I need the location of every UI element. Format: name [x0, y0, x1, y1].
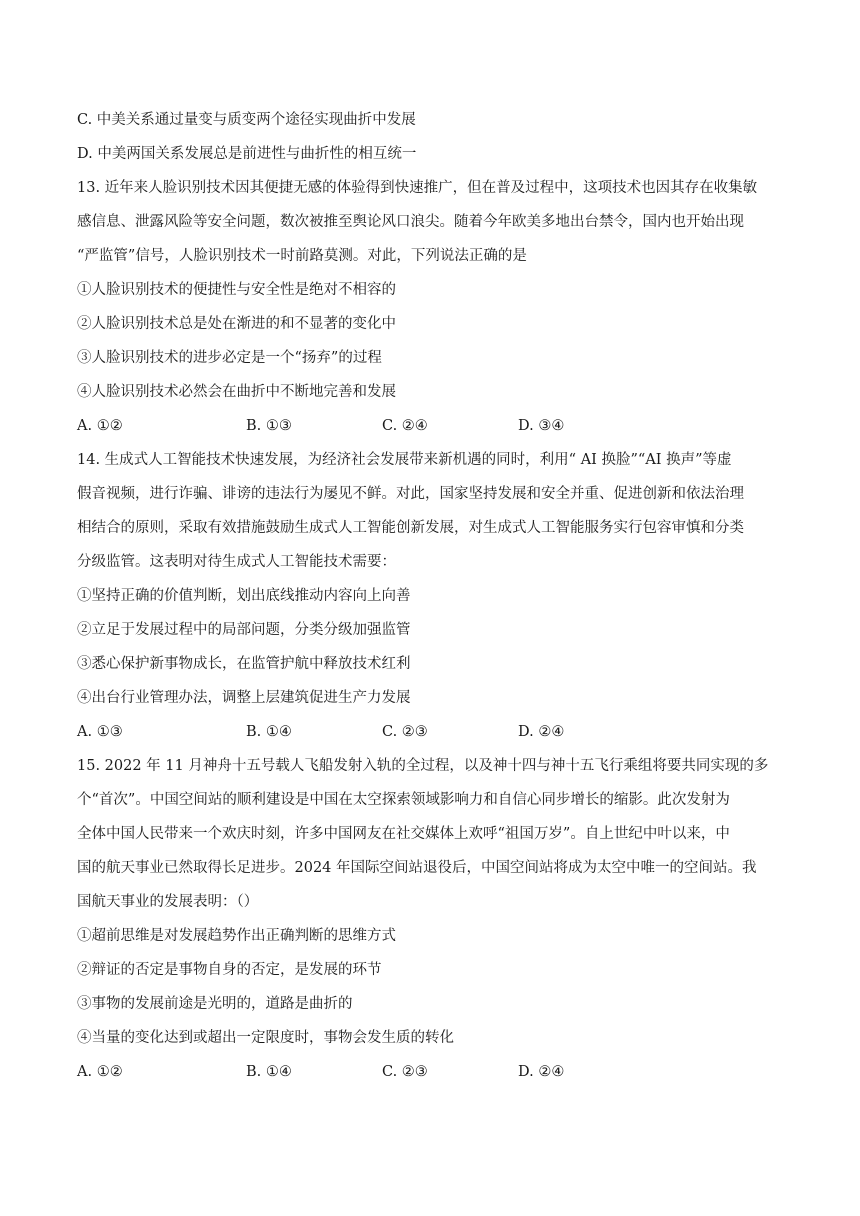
q14-choice-c: C. ②③ [382, 724, 428, 740]
q13-stem-line-3: “严监管”信号，人脸识别技术一时前路莫测。对此，下列说法正确的是 [77, 248, 527, 264]
q14-stem-line-3: 相结合的原则，采取有效措施鼓励生成式人工智能创新发展，对生成式人工智能服务实行包容审慎和分类 [77, 520, 744, 536]
q15-stem-line-5: 国航天事业的发展表明：（） [77, 894, 259, 910]
q14-statement-3: ③悉心保护新事物成长，在监管护航中释放技术红利 [77, 656, 411, 672]
q15-stem-line-4: 国的航天事业已然取得长足进步。2024 年国际空间站退役后，中国空间站将成为太空中唯一的空间站。我 [77, 860, 757, 876]
q14-choice-b: B. ①④ [246, 724, 292, 740]
q13-stem-line-1: 13. 近年来人脸识别技术因其便捷无感的体验得到快速推广，但在普及过程中，这项技术也因其存在收集敏 [77, 180, 758, 196]
q13-choice-d: D. ③④ [518, 418, 565, 434]
q12-option-c: C. 中美关系通过量变与质变两个途径实现曲折中发展 [77, 112, 416, 128]
q13-statement-2: ②人脸识别技术总是处在渐进的和不显著的变化中 [77, 316, 396, 332]
q14-statement-2: ②立足于发展过程中的局部问题，分类分级加强监管 [77, 622, 411, 638]
q14-statement-4: ④出台行业管理办法，调整上层建筑促进生产力发展 [77, 690, 411, 706]
q13-stem-line-2: 感信息、泄露风险等安全问题，数次被推至舆论风口浪尖。随着今年欧美多地出台禁令，国内也开始出现 [77, 214, 744, 230]
q14-statement-1: ①坚持正确的价值判断，划出底线推动内容向上向善 [77, 588, 411, 604]
q15-statement-3: ③事物的发展前途是光明的，道路是曲折的 [77, 996, 353, 1012]
q13-statement-3: ③人脸识别技术的进步必定是一个“扬弃”的过程 [77, 350, 382, 366]
q15-statement-1: ①超前思维是对发展趋势作出正确判断的思维方式 [77, 928, 396, 944]
q13-statement-4: ④人脸识别技术必然会在曲折中不断地完善和发展 [77, 384, 396, 400]
q15-choice-b: B. ①④ [246, 1064, 292, 1080]
q15-choice-d: D. ②④ [518, 1064, 565, 1080]
q15-statement-4: ④当量的变化达到或超出一定限度时，事物会发生质的转化 [77, 1030, 454, 1046]
q15-stem-line-1: 15. 2022 年 11 月神舟十五号载人飞船发射入轨的全过程，以及神十四与神十五飞行乘组将要共同实现的多 [77, 758, 769, 774]
q14-stem-line-2: 假音视频，进行诈骗、诽谤的违法行为屡见不鲜。对此，国家坚持发展和安全并重、促进创新和依法治理 [77, 486, 744, 502]
q15-choice-a: A. ①② [77, 1064, 123, 1080]
q12-option-d: D. 中美两国关系发展总是前进性与曲折性的相互统一 [77, 146, 417, 162]
q13-statement-1: ①人脸识别技术的便捷性与安全性是绝对不相容的 [77, 282, 396, 298]
q13-choice-b: B. ①③ [246, 418, 292, 434]
q15-statement-2: ②辩证的否定是事物自身的否定，是发展的环节 [77, 962, 382, 978]
q13-choice-a: A. ①② [77, 418, 123, 434]
q15-stem-line-2: 个“首次”。中国空间站的顺利建设是中国在太空探索领域影响力和自信心同步增长的缩影。此次发射为 [77, 792, 730, 808]
q14-choice-d: D. ②④ [518, 724, 565, 740]
q14-stem-line-1: 14. 生成式人工智能技术快速发展，为经济社会发展带来新机遇的同时，利用“ AI 换脸”“AI 换声”等虚 [77, 452, 732, 468]
q15-stem-line-3: 全体中国人民带来一个欢庆时刻，许多中国网友在社交媒体上欢呼“祖国万岁”。自上世纪中叶以来，中 [77, 826, 730, 842]
q14-stem-line-4: 分级监管。这表明对待生成式人工智能技术需要： [77, 554, 396, 570]
q14-choice-a: A. ①③ [77, 724, 123, 740]
q13-choice-c: C. ②④ [382, 418, 428, 434]
q15-choice-c: C. ②③ [382, 1064, 428, 1080]
